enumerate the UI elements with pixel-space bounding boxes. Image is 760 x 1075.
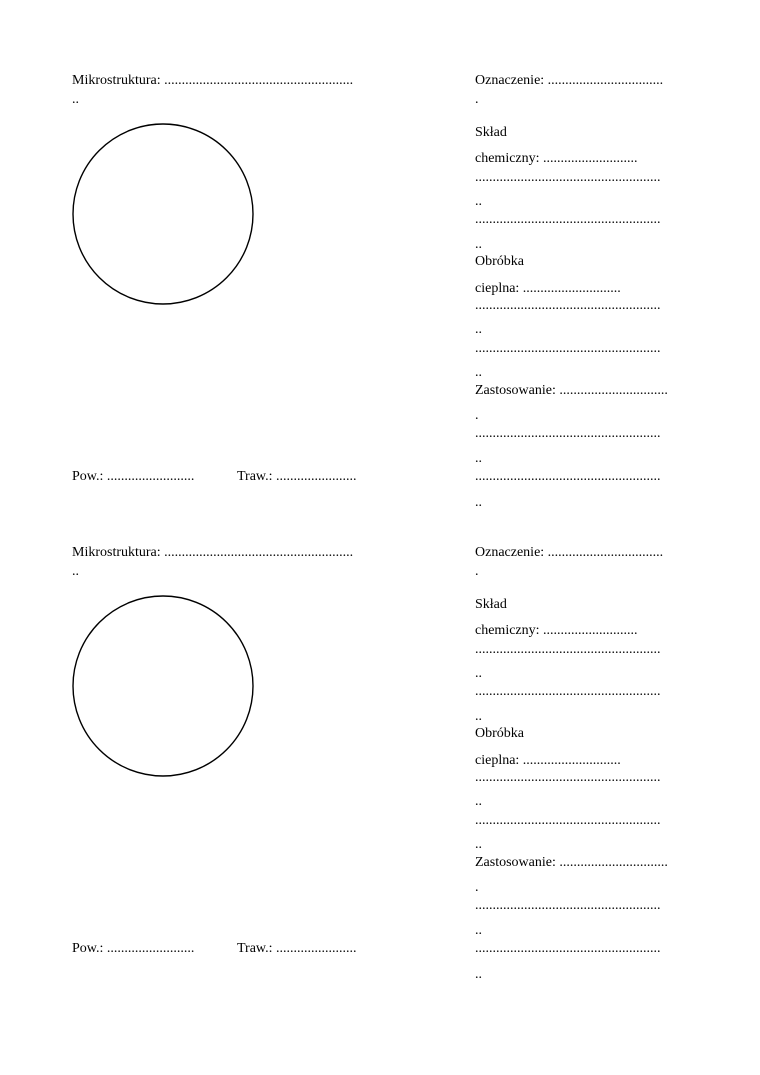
traw-field[interactable]: Traw.: ....................... <box>237 941 357 956</box>
obrobka-cieplna-line[interactable]: ..................................................... <box>475 813 661 828</box>
zastosowanie-continuation: .. <box>475 495 482 510</box>
zastosowanie-continuation: .. <box>475 451 482 466</box>
zastosowanie-continuation: .. <box>475 923 482 938</box>
obrobka-cieplna-continuation: .. <box>475 322 482 337</box>
zastosowanie-line[interactable]: ..................................................... <box>475 941 661 956</box>
microstructure-circle <box>70 593 256 779</box>
sample-section-2 <box>0 472 760 982</box>
zastosowanie-continuation: . <box>475 408 479 423</box>
zastosowanie-continuation: . <box>475 880 479 895</box>
zastosowanie-field[interactable]: Zastosowanie: ............................... <box>475 855 668 870</box>
sklad-chemiczny-line[interactable]: ..................................................... <box>475 170 661 185</box>
sample-section-1 <box>0 0 760 510</box>
pow-field[interactable]: Pow.: ......................... <box>72 469 195 484</box>
sklad-chemiczny-continuation: .. <box>475 194 482 209</box>
sklad-chemiczny-line[interactable]: ..................................................... <box>475 642 661 657</box>
mikrostruktura-field[interactable]: Mikrostruktura: ...................................................... <box>72 73 354 88</box>
obrobka-cieplna-field[interactable]: cieplna: ............................ <box>475 281 621 296</box>
sklad-chemiczny-continuation: .. <box>475 237 482 252</box>
zastosowanie-line[interactable]: ..................................................... <box>475 898 661 913</box>
oznaczenie-field[interactable]: Oznaczenie: ................................. <box>475 545 664 560</box>
mikrostruktura-field-continuation: .. <box>72 92 79 107</box>
obrobka-cieplna-line[interactable]: ..................................................... <box>475 298 661 313</box>
mikrostruktura-field[interactable]: Mikrostruktura: ...................................................... <box>72 545 354 560</box>
obrobka-cieplna-line[interactable]: ..................................................... <box>475 341 661 356</box>
sklad-label: Skład <box>475 597 507 612</box>
oznaczenie-field[interactable]: Oznaczenie: ................................. <box>475 73 664 88</box>
obrobka-cieplna-line[interactable]: ..................................................... <box>475 770 661 785</box>
zastosowanie-field[interactable]: Zastosowanie: ............................... <box>475 383 668 398</box>
obrobka-cieplna-continuation: .. <box>475 837 482 852</box>
oznaczenie-continuation: . <box>475 92 479 107</box>
sklad-chemiczny-line[interactable]: ..................................................... <box>475 212 661 227</box>
oznaczenie-continuation: . <box>475 564 479 579</box>
sklad-chemiczny-field[interactable]: chemiczny: ........................... <box>475 623 638 638</box>
microstructure-circle <box>70 121 256 307</box>
sklad-chemiczny-field[interactable]: chemiczny: ........................... <box>475 151 638 166</box>
obrobka-cieplna-field[interactable]: cieplna: ............................ <box>475 753 621 768</box>
obrobka-cieplna-continuation: .. <box>475 794 482 809</box>
zastosowanie-continuation: .. <box>475 967 482 982</box>
sklad-chemiczny-continuation: .. <box>475 666 482 681</box>
pow-field[interactable]: Pow.: ......................... <box>72 941 195 956</box>
obrobka-label: Obróbka <box>475 726 524 741</box>
obrobka-cieplna-continuation: .. <box>475 365 482 380</box>
mikrostruktura-field-continuation: .. <box>72 564 79 579</box>
obrobka-label: Obróbka <box>475 254 524 269</box>
sklad-chemiczny-continuation: .. <box>475 709 482 724</box>
sklad-chemiczny-line[interactable]: ..................................................... <box>475 684 661 699</box>
zastosowanie-line[interactable]: ..................................................... <box>475 426 661 441</box>
zastosowanie-line[interactable]: ..................................................... <box>475 469 661 484</box>
sklad-label: Skład <box>475 125 507 140</box>
traw-field[interactable]: Traw.: ....................... <box>237 469 357 484</box>
